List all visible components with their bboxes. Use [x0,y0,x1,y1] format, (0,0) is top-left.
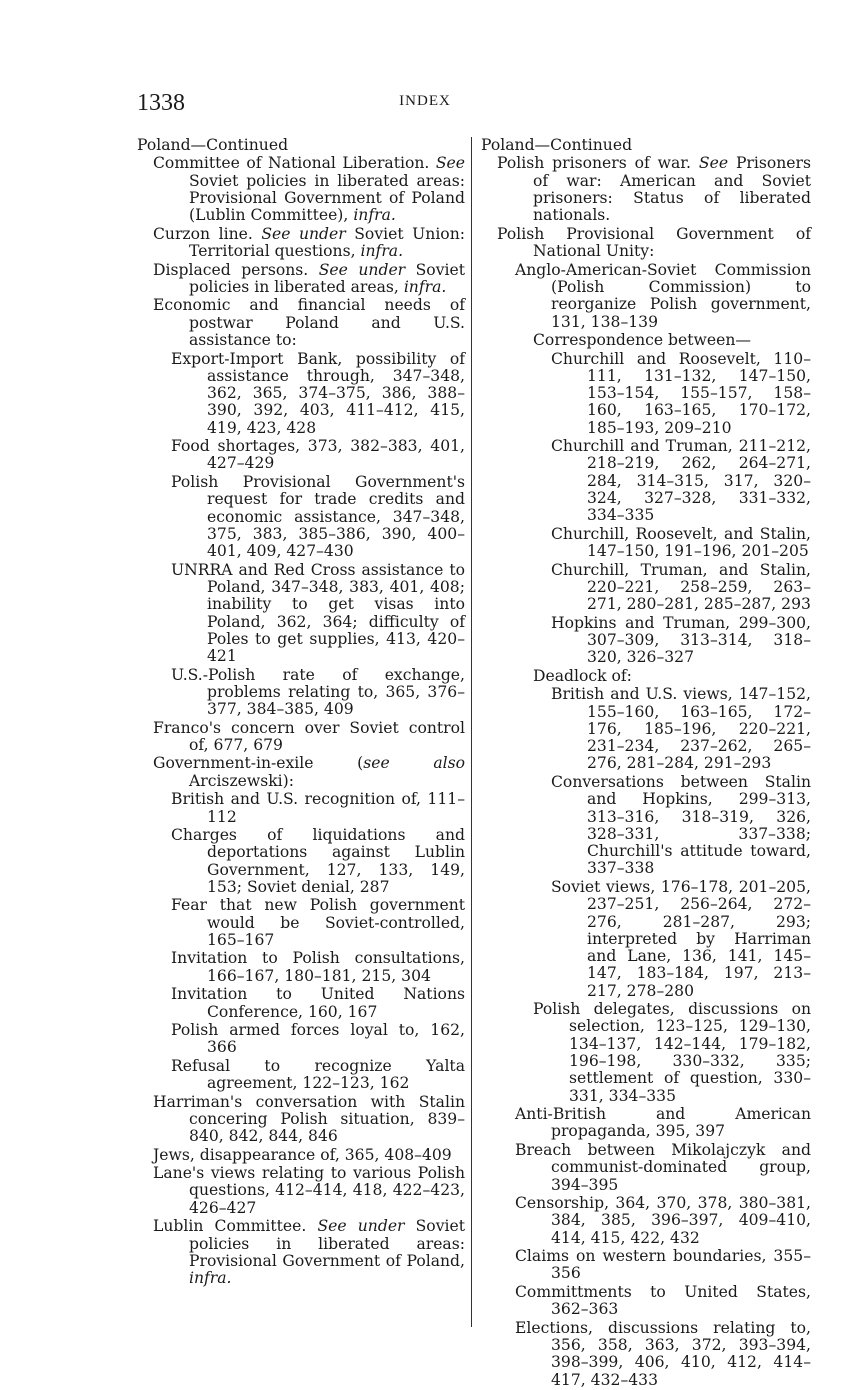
index-entry-text: Elections, discussions relating to, 356, 358, 363, 372, 393–394, 398–399, 406, 410, 412, 414–417, 432–433 [515,1318,811,1389]
index-entry-text: Refusal to recognize Yalta agreement, 122–123, 162 [171,1056,465,1093]
index-entry-text: Poland—Continued [481,136,633,154]
index-entry [137,1165,465,1217]
index-entry [481,155,811,224]
index-entry-text: Polish Provisional Government of National Unity: [497,224,811,261]
index-entry [481,1195,811,1247]
index-entry-text: Committments to United States, 362–363 [515,1282,811,1319]
index-entry-text: Churchill and Roosevelt, 110–111, 131–132, 147–150, 153–154, 155–157, 158–160, 163–165, 170–172, 185–193, 209–210 [551,349,811,437]
index-entry-text: See under [317,1217,405,1236]
index-entry-text: Arciszewski): [189,771,295,790]
index-entry-text: Harriman's conversation with Stalin concering Polish situation, 839–840, 842, 844, 846 [153,1092,465,1146]
index-entry [137,720,465,755]
index-entry [481,1284,811,1319]
index-entry-text: Prisoners of war: American and Soviet prisoners: Status of liberated nationals. [533,154,811,225]
index-entry-text: Claims on western boundaries, 355–356 [515,1247,811,1283]
index-entry [137,1218,465,1287]
index-entry-text: Polish prisoners of war. [497,154,699,173]
index-entry-text: Polish armed forces loyal to, 162, 366 [171,1021,465,1057]
index-entry [481,526,811,561]
index-entry [481,562,811,614]
index-entry-text: Lane's views relating to various Polish questions, 412–414, 418, 422–423, 426–427 [153,1164,465,1217]
index-entry-text: Curzon line. [153,224,262,243]
column-divider [471,137,472,1327]
index-entry-text: Lublin Committee. [153,1217,318,1236]
index-entry [481,226,811,261]
index-entry [137,897,465,949]
index-entry [137,562,465,666]
index-entry-text: Correspondence between— [533,331,751,350]
index-entry-text: see also [363,754,465,773]
index-entry-text: Censorship, 364, 370, 378, 380–381, 384, 385, 396–397, 409–410, 414, 415, 422, 432 [515,1194,811,1247]
index-entry [481,332,811,349]
index-entry [481,438,811,524]
index-entry-text: Export-Import Bank, possibility of assistance through, 347–348, 362, 365, 374–375, 386, 388–390, 392, 403, 411–412, 415, 419, 423, 428 [171,349,465,437]
index-entry [481,137,811,154]
index-entry-text: Charges of liquidations and deportations against Lublin Government, 127, 133, 149, 153; Soviet denial, 287 [171,826,465,896]
index-entry [481,879,811,1000]
index-entry [481,1142,811,1194]
page-number: 1338 [137,90,185,116]
index-entry-text: Churchill, Roosevelt, and Stalin, 147–150, 191–196, 201–205 [551,524,811,561]
index-entry [137,351,465,437]
index-entry [481,1106,811,1141]
index-entry-text: Soviet policies in liberated areas: Provisional Government of Poland, [189,1217,465,1270]
index-entry [137,755,465,790]
index-entry-text: Anglo-American-Soviet Commission (Polish Commission) to reorganize Polish government, 131, 138–139 [515,260,811,331]
index-entry-text: British and U.S. recognition of, 111–112 [171,790,465,826]
index-entry-text: Economic and financial needs of postwar Poland and U.S. assistance to: [153,296,465,350]
index-entry [137,1022,465,1057]
index-entry-text: See under [318,260,406,279]
index-entry [137,1094,465,1146]
index-entry [137,155,465,224]
index-entry-text: Soviet policies in liberated areas: Provisional Government of Poland (Lublin Committee), [189,171,465,225]
index-entry-text: British and U.S. views, 147–152, 155–160, 163–165, 172–176, 185–196, 220–221, 231–234, 237–262, 265–276, 281–284, 291–293 [551,685,811,773]
index-entry [481,351,811,437]
index-entry [137,1147,465,1164]
index-entry-text: Soviet policies in liberated areas, [189,260,465,296]
index-entry [481,668,811,685]
index-entry-text: Hopkins and Truman, 299–300, 307–309, 313–314, 318–320, 326–327 [551,613,811,667]
index-entry [137,791,465,826]
index-entry [137,438,465,473]
index-entry-text: See [435,154,465,173]
index-entry-text: Deadlock of: [533,666,632,685]
index-entry-text: Invitation to Polish consultations, 166–167, 180–181, 215, 304 [171,949,465,985]
index-entry [481,1320,811,1389]
index-entry [137,226,465,261]
index-entry-text: Food shortages, 373, 382–383, 401, 427–429 [171,437,465,473]
index-entry-text: Soviet Union: Territorial questions, [189,224,465,261]
index-entry-text: Conversations between Stalin and Hopkins, 299–313, 313–316, 318–319, 326, 328–331, 337–338; Churchill's attitude toward, 337–338 [551,772,811,878]
index-entry-text: See [698,154,729,173]
index-entry [137,262,465,297]
index-column-left [137,137,465,1289]
index-entry-text: Breach between Mikolajczyk and communist-dominated group, 394–395 [515,1140,811,1194]
index-entry [481,615,811,667]
index-entry [137,827,465,896]
index-entry-text: Anti-British and American propaganda, 395, 397 [515,1105,811,1141]
index-entry [137,297,465,349]
index-entry-text: infra. [189,1269,232,1288]
index-entry-text: Churchill, Truman, and Stalin, 220–221, 258–259, 263–271, 280–281, 285–287, 293 [551,560,811,614]
index-entry [137,1058,465,1093]
index-entry-text: Polish Provisional Government's request for trade credits and economic assistance, 347–348, 375, 383, 385–386, 390, 400–401, 409, 427–430 [171,472,465,561]
index-entry-text: UNRRA and Red Cross assistance to Poland, 347–348, 383, 401, 408; inability to get visas into Poland, 362, 364; difficulty of Poles to get supplies, 413, 420–421 [171,560,465,666]
index-entry-text: infra. [360,242,404,261]
index-entry [481,1001,811,1105]
index-entry [481,262,811,331]
index-entry-text: U.S.-Polish rate of exchange, problems relating to, 365, 376–377, 384–385, 409 [171,665,465,719]
index-entry-text: Franco's concern over Soviet control of, 677, 679 [153,718,465,754]
running-head: INDEX [399,93,451,109]
index-column-right [481,137,811,1390]
index-entry [137,667,465,719]
index-entry-text: Displaced persons. [153,260,319,279]
index-entry [137,986,465,1021]
index-entry-text: Jews, disappearance of, 365, 408–409 [153,1145,452,1164]
index-entry-text: infra. [403,277,447,296]
index-entry-text: infra. [353,206,396,225]
index-entry [481,1248,811,1283]
index-entry-text: Invitation to United Nations Conference, 160, 167 [171,985,465,1021]
index-entry-text: Committee of National Liberation. [153,154,436,173]
index-entry-text: Fear that new Polish government would be Soviet-controlled, 165–167 [171,896,465,949]
index-entry-text: See under [261,224,346,243]
index-entry-text: Government-in-exile ( [153,754,364,773]
index-entry-text: Polish delegates, discussions on selection, 123–125, 129–130, 134–137, 142–144, 179–182, 196–198, 330–332, 335; settlement of question, 330–331, 334–335 [533,1000,811,1105]
index-entry [137,137,465,154]
index-entry [137,474,465,560]
index-entry-text: Soviet views, 176–178, 201–205, 237–251, 256–264, 272–276, 281–287, 293; interpreted by Harriman and Lane, 136, 141, 145–147, 183–184, 197, 213–217, 278–280 [551,877,811,1000]
index-entry [481,686,811,772]
index-entry [481,774,811,878]
index-entry-text: Churchill and Truman, 211–212, 218–219, 262, 264–271, 284, 314–315, 317, 320–324, 327–328, 331–332, 334–335 [551,437,811,525]
index-entry-text: Poland—Continued [137,136,289,154]
index-entry [137,950,465,985]
